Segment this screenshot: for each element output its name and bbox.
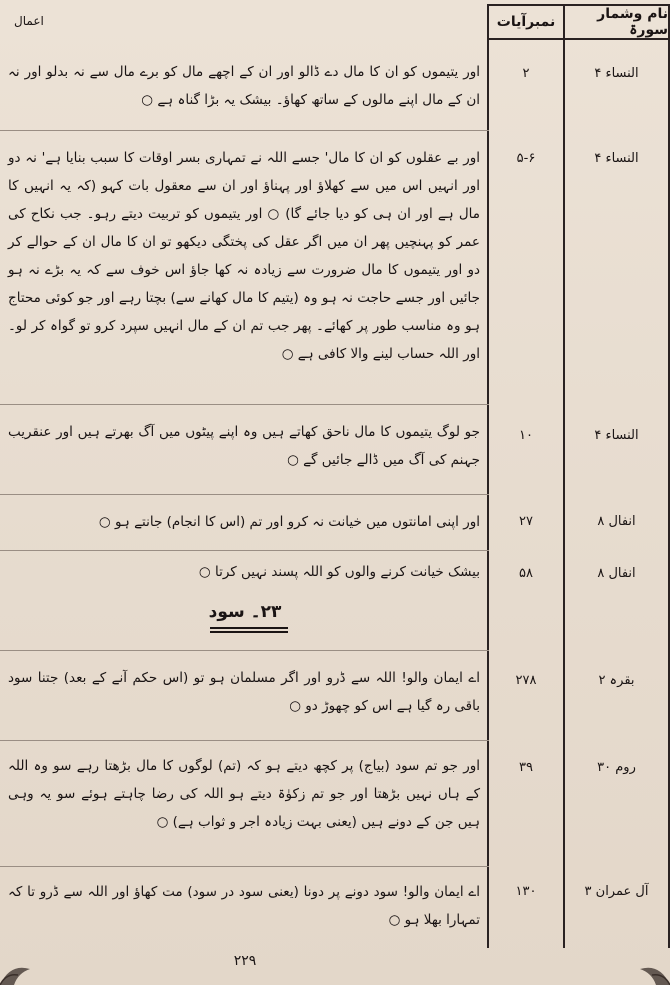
row-surah: بقرہ ۲ <box>598 673 635 688</box>
corner-ornament-icon <box>610 955 670 985</box>
row-text: اے ایمان والو! اللہ سے ڈرو اور اگر مسلمان ہو تو (اس حکم آنے کے بعد) جتنا سود باقی رہ گیا ہے اس کو چھوڑ دو ○ <box>8 670 480 714</box>
table-border-left <box>487 4 489 948</box>
row-surah: النساء ۴ <box>594 66 639 81</box>
row-ayat: ۱۳۰ <box>515 884 537 899</box>
running-head-label: اعمال <box>14 14 44 28</box>
row-surah: انفال ۸ <box>597 566 636 581</box>
row-separator <box>0 866 489 867</box>
row-surah: النساء ۴ <box>594 428 639 443</box>
row-surah: النساء ۴ <box>594 151 639 166</box>
row-ayat: ۵-۶ <box>516 151 536 166</box>
row-ayat: ۱۰ <box>519 428 533 443</box>
row-text: اے ایمان والو! سود دونے پر دونا (یعنی سود در سود) مت کھاؤ اور اللہ سے ڈرو تا کہ تمہارا بھلا ہو ○ <box>8 884 480 928</box>
row-surah: روم ۳۰ <box>597 760 636 775</box>
row-separator <box>0 550 489 551</box>
row-separator <box>0 404 489 405</box>
section-heading: ۲۳۔ سود <box>208 602 282 622</box>
section-heading-underline <box>210 631 288 633</box>
row-ayat: ۲۷۸ <box>515 673 537 688</box>
column-header-surah: نام وشمار سورۃ <box>597 6 668 38</box>
section-heading-underline <box>210 627 288 629</box>
row-ayat: ۵۸ <box>519 566 533 581</box>
page-number: ۲۲۹ <box>233 953 257 969</box>
row-separator <box>0 740 489 741</box>
row-text: اور بے عقلوں کو ان کا مال' جسے اللہ نے تمہاری بسر اوقات کا سبب بنایا ہے' نہ دو اور انہیں اس میں سے کھلاؤ اور پہناؤ اور ان سے معقول بات کہو (کہ یہ انہیں کا مال ہے اور ان ہی کو دیا جائے گا) ○ اور یتیموں کو تربیت دیتے رہو۔ جب نکاح کی عمر کو پہنچیں پھر ان میں اگر عقل کی پختگی دیکھو تو ان کا مال ان کے حوالے کر دو اور یتیموں کا مال ضرورت سے زیادہ نہ کھا جاؤ اس خوف سے کہ یہ بڑے نہ ہو جائیں اور جسے حاجت نہ ہو وہ (یتیم کا مال کھانے سے) بچتا رہے اور جو کوئی محتاج ہو وہ مناسب طور پر کھائے۔ پھر جب تم ان کے مال انہیں سپرد کرو تو گواہ کر لو۔ اور اللہ حساب لینے والا کافی ہے ○ <box>8 150 480 362</box>
table-header-border <box>487 38 670 40</box>
column-header-ayat: نمبرآیات <box>496 14 556 30</box>
row-text: اور اپنی امانتوں میں خیانت نہ کرو اور تم (اس کا انجام) جانتے ہو ○ <box>98 514 480 530</box>
row-text: اور یتیموں کو ان کا مال دے ڈالو اور ان کے اچھے مال کو برے مال سے نہ بدلو اور نہ ان کے مال اپنے مالوں کے ساتھ کھاؤ۔ بیشک یہ بڑا گناہ ہے ○ <box>8 64 480 108</box>
row-text: بیشک خیانت کرنے والوں کو اللہ پسند نہیں کرتا ○ <box>198 564 480 580</box>
row-ayat: ۲ <box>522 66 530 81</box>
row-ayat: ۳۹ <box>519 760 533 775</box>
row-surah: آل عمران ۳ <box>584 884 649 899</box>
table-column-divider <box>563 4 565 948</box>
row-separator <box>0 650 489 651</box>
row-text: اور جو تم سود (بیاج) پر کچھ دیتے ہو کہ (تم) لوگوں کا مال بڑھتا رہے سو وہ اللہ کے ہاں نہیں بڑھتا اور جو تم زکوٰۃ دیتے ہو اللہ کی رضا چاہتے ہوئے سو یہ وہی ہیں جن کے دونے ہیں (یعنی بہت زیادہ اجر و ثواب ہے) ○ <box>8 758 480 830</box>
corner-ornament-icon <box>0 955 60 985</box>
row-separator <box>0 494 489 495</box>
row-surah: انفال ۸ <box>597 514 636 529</box>
row-separator <box>0 130 489 131</box>
row-ayat: ۲۷ <box>519 514 533 529</box>
row-text: جو لوگ یتیموں کا مال ناحق کھاتے ہیں وہ اپنے پیٹوں میں آگ بھرتے ہیں اور عنقریب جہنم کی آگ میں ڈالے جائیں گے ○ <box>8 424 480 468</box>
